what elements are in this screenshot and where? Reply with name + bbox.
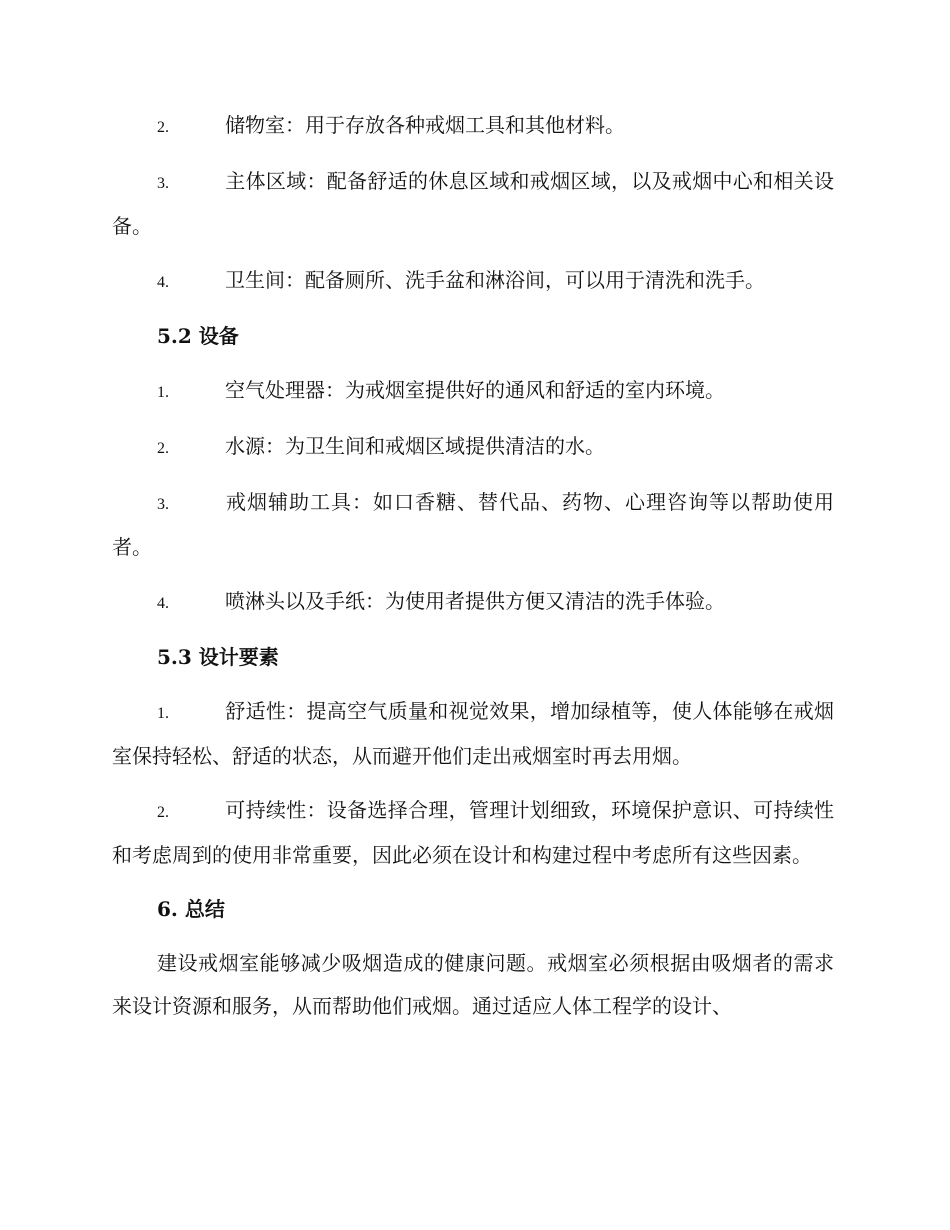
list-item-water-source [112,425,834,470]
list-text: 水源：为卫生间和戒烟区域提供清洁的水。 [225,434,605,458]
list-number: 2. [157,440,169,457]
list-item-quit-aids [112,481,834,569]
list-text: 卫生间：配备厕所、洗手盆和淋浴间，可以用于清洗和洗手。 [225,268,765,292]
list-number: 4. [157,595,169,612]
list-item-main-area [112,160,834,248]
list-number: 3. [157,496,169,513]
list-text: 储物室：用于存放各种戒烟工具和其他材料。 [225,113,625,137]
section-heading-design: 5.3 设计要素 [157,645,279,669]
list-text: 舒适性：提高空气质量和视觉效果，增加绿植等，使人体能够在戒烟室保持轻松、舒适的状态，从而避开他们走出戒烟室时再去用烟。 [112,699,834,768]
list-item-storage-room [112,104,834,149]
list-number: 2. [157,804,169,821]
list-text: 喷淋头以及手纸：为使用者提供方便又清洁的洗手体验。 [225,589,725,613]
section-heading-equipment: 5.2 设备 [157,324,239,348]
list-item-restroom [112,259,834,304]
list-text: 主体区域：配备舒适的休息区域和戒烟区域，以及戒烟中心和相关设备。 [112,169,834,238]
list-text: 可持续性：设备选择合理，管理计划细致，环境保护意识、可持续性和考虑周到的使用非常重要，因此必须在设计和构建过程中考虑所有这些因素。 [112,798,834,867]
list-number: 1. [157,384,169,401]
list-item-sustainability [112,789,834,877]
list-number: 4. [157,274,169,291]
list-number: 1. [157,705,169,722]
list-item-air-processor [112,369,834,414]
list-number: 3. [157,175,169,192]
section-heading-summary: 6. 总结 [157,897,225,921]
list-item-shower-tissue [112,580,834,625]
summary-paragraph: 建设戒烟室能够减少吸烟造成的健康问题。戒烟室必须根据由吸烟者的需求来设计资源和服务，从而帮助他们戒烟。通过适应人体工程学的设计、 [112,951,834,1018]
list-text: 空气处理器：为戒烟室提供好的通风和舒适的室内环境。 [225,378,725,402]
list-number: 2. [157,119,169,136]
list-text: 戒烟辅助工具：如口香糖、替代品、药物、心理咨询等以帮助使用者。 [112,490,834,559]
document-body [112,104,834,1028]
list-item-comfort [112,690,834,778]
